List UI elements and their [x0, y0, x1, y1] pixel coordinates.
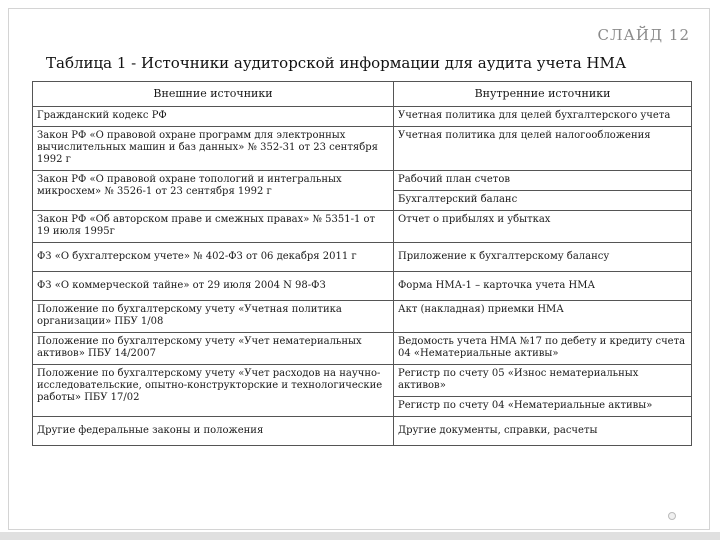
external-source-cell: Гражданский кодекс РФ — [33, 107, 394, 127]
page-title: Таблица 1 - Источники аудиторской информации для аудита учета НМА — [46, 54, 627, 72]
table-row — [33, 127, 692, 171]
external-source-cell: Положение по бухгалтерскому учету «Учет расходов на научно-исследовательские, опытно-конструкторские и технологические работы» ПБУ 17/02 — [33, 365, 394, 417]
external-source-cell: Закон РФ «О правовой охране топологий и интегральных микросхем» № 3526-1 от 23 сентября 1992 г — [33, 171, 394, 211]
table-row — [33, 211, 692, 243]
internal-source-cell: Приложение к бухгалтерскому балансу — [394, 243, 692, 272]
internal-source-item: Регистр по счету 05 «Износ нематериальных активов» — [398, 368, 639, 391]
external-source-cell: Положение по бухгалтерскому учету «Учетная политика организации» ПБУ 1/08 — [33, 301, 394, 333]
slide-number: СЛАЙД 12 — [597, 26, 690, 44]
internal-source-cell: Учетная политика для целей налогообложения — [394, 127, 692, 171]
internal-source-cell: Другие документы, справки, расчеты — [394, 417, 692, 446]
table-row — [33, 272, 692, 301]
internal-source-cell: Форма НМА-1 – карточка учета НМА — [394, 272, 692, 301]
table-row — [33, 333, 692, 365]
internal-source-cell: Учетная политика для целей бухгалтерского учета — [394, 107, 692, 127]
header-internal: Внутренние источники — [394, 82, 692, 107]
decorative-dot — [668, 512, 676, 520]
table-row — [33, 171, 692, 211]
external-source-cell: Другие федеральные законы и положения — [33, 417, 394, 446]
internal-source-item: Регистр по счету 04 «Нематериальные активы» — [394, 396, 691, 416]
table-header-row — [33, 82, 692, 107]
internal-source-cell: Отчет о прибылях и убытках — [394, 211, 692, 243]
internal-source-cell: Акт (накладная) приемки НМА — [394, 301, 692, 333]
table-row — [33, 243, 692, 272]
internal-source-cell: Ведомость учета НМА №17 по дебету и кредиту счета 04 «Нематериальные активы» — [394, 333, 692, 365]
table-row — [33, 417, 692, 446]
sources-table — [32, 81, 692, 446]
internal-source-item: Рабочий план счетов — [398, 174, 510, 185]
internal-source-cell — [394, 171, 692, 211]
external-source-cell: ФЗ «О бухгалтерском учете» № 402-ФЗ от 06 декабря 2011 г — [33, 243, 394, 272]
internal-source-cell — [394, 365, 692, 417]
bottom-border — [0, 532, 720, 540]
external-source-cell: Закон РФ «Об авторском праве и смежных правах» № 5351-1 от 19 июля 1995г — [33, 211, 394, 243]
external-source-cell: Закон РФ «О правовой охране программ для электронных вычислительных машин и баз данных» № 352-31 от 23 сентября 1992 г — [33, 127, 394, 171]
table-row — [33, 301, 692, 333]
header-external: Внешние источники — [33, 82, 394, 107]
table-row — [33, 107, 692, 127]
internal-source-item: Бухгалтерский баланс — [394, 190, 691, 210]
external-source-cell: ФЗ «О коммерческой тайне» от 29 июля 2004 N 98-ФЗ — [33, 272, 394, 301]
external-source-cell: Положение по бухгалтерскому учету «Учет нематериальных активов» ПБУ 14/2007 — [33, 333, 394, 365]
table-row — [33, 365, 692, 417]
